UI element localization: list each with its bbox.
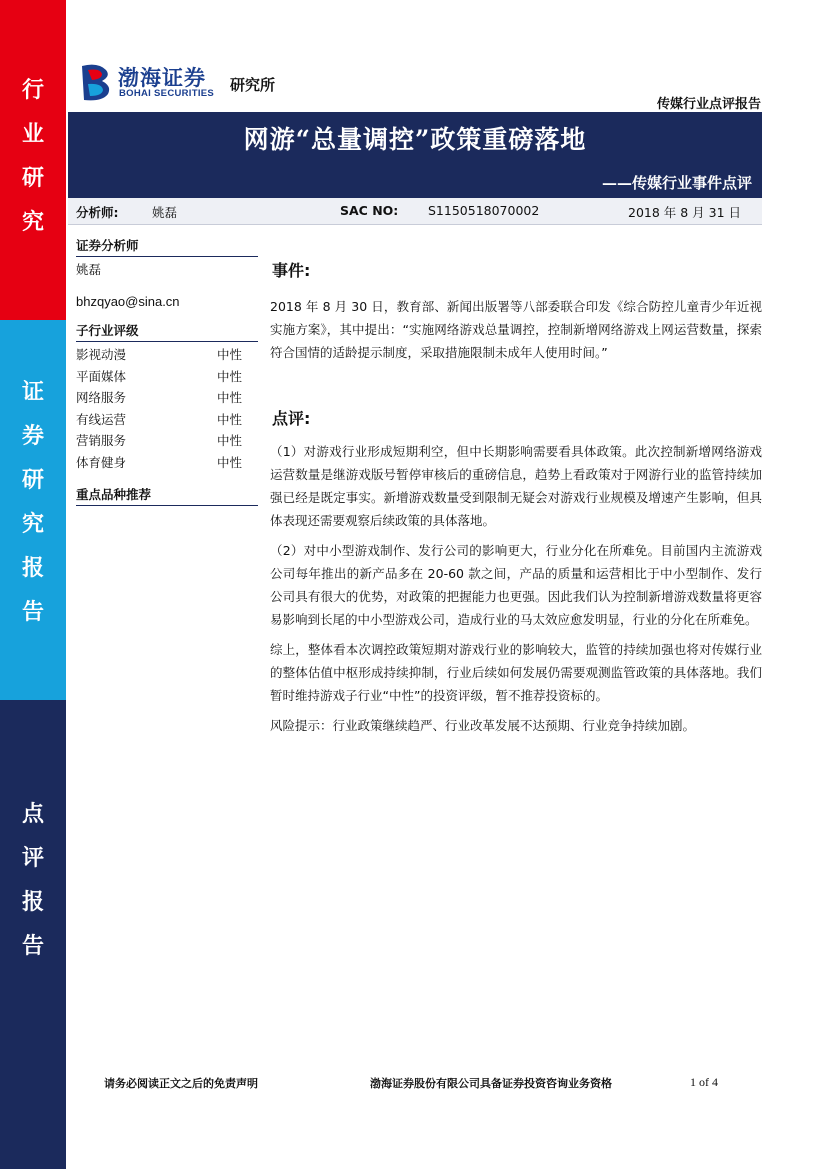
- picks-section-head: 重点品种推荐: [76, 485, 258, 506]
- rating-row: [76, 344, 258, 366]
- analyst-section-head: 证券分析师: [76, 236, 258, 257]
- sidebar-red-text: [0, 68, 66, 244]
- comment-body: [270, 440, 762, 737]
- risk-warning: 风险提示：行业政策继续趋严、行业改革发展不达预期、行业竞争持续加剧。: [270, 718, 696, 733]
- event-heading: 事件:: [272, 261, 311, 280]
- comment-paragraph-1: （1）对游戏行业形成短期利空，但中长期影响需要看具体政策。此次控制新增网络游戏运营数量是继游戏版号暂停审核后的重磅信息，趋势上看政策对于网游行业的监管持续加强已经是既定事实。新增游戏数量受到限制无疑会对游戏行业规模及增速产生影响，但具体表现还需要观察后续政策的具体落地。: [270, 444, 762, 528]
- logo-en-text: BOHAI SECURITIES: [119, 88, 215, 99]
- rating-row: [76, 452, 258, 474]
- rating-value: 中性: [216, 454, 242, 470]
- sidebar-char: 券: [21, 423, 44, 449]
- rating-name: 平面媒体: [76, 368, 127, 384]
- sidebar-char: 告: [21, 933, 44, 959]
- report-date: 2018 年 8 月 31 日: [628, 205, 742, 220]
- rating-value: 中性: [216, 390, 242, 405]
- rating-name: 有线运营: [76, 411, 127, 427]
- bohai-logo-icon: [78, 62, 112, 102]
- sidebar-navy-block: [0, 700, 66, 1169]
- sac-label: SAC NO:: [340, 203, 399, 218]
- sidebar-blue-block: [0, 320, 66, 700]
- sidebar-char: 证: [21, 379, 44, 405]
- title-bar: [68, 114, 762, 198]
- sidebar-char: 业: [21, 121, 44, 147]
- info-bar: [68, 198, 762, 225]
- footer-qualification: 渤海证券股份有限公司具备证券投资咨询业务资格: [370, 1077, 612, 1090]
- rating-value: 中性: [216, 347, 242, 362]
- rating-name: 影视动漫: [76, 347, 127, 362]
- rating-section-head: 子行业评级: [76, 321, 258, 342]
- sac-number: S1150518070002: [428, 203, 540, 218]
- sidebar-char: 研: [21, 165, 44, 191]
- rating-value: 中性: [216, 433, 242, 448]
- rating-row: [76, 409, 258, 431]
- page-title: 网游“总量调控”政策重磅落地: [243, 125, 587, 154]
- sidebar-char: 究: [21, 511, 44, 537]
- analyst-name-left: 姚磊: [76, 262, 102, 277]
- rating-name: 网络服务: [76, 390, 127, 405]
- report-type: 传媒行业点评报告: [656, 97, 761, 112]
- rating-row: [76, 430, 258, 452]
- logo-institute-text: 研究所: [230, 76, 276, 94]
- rating-row: [76, 387, 258, 409]
- sidebar-char: 研: [21, 467, 44, 493]
- event-body: [270, 295, 762, 364]
- analyst-name: 姚磊: [152, 205, 178, 220]
- logo-cn-text: 渤海证券: [118, 65, 206, 90]
- rating-list: [76, 344, 258, 473]
- page-subtitle: ——传媒行业事件点评: [601, 174, 752, 192]
- sidebar-char: 点: [21, 801, 44, 827]
- event-text: 2018 年 8 月 30 日，教育部、新闻出版署等八部委联合印发《综合防控儿童青少年近视实施方案》，其中提出：“实施网络游戏总量调控，控制新增网络游戏上网运营数量，探索符合国情的适龄提示制度，采取措施限制未成年人使用时间。”: [270, 299, 762, 360]
- analyst-label: 分析师:: [76, 205, 119, 220]
- rating-name: 营销服务: [76, 433, 127, 448]
- rating-value: 中性: [216, 368, 242, 384]
- rating-value: 中性: [216, 411, 242, 427]
- page-number: 1 of 4: [690, 1075, 718, 1089]
- rating-name: 体育健身: [76, 454, 127, 470]
- comment-paragraph-2: （2）对中小型游戏制作、发行公司的影响更大，行业分化在所难免。目前国内主流游戏公司每年推出的新产品多在 20-60 款之间，产品的质量和运营相比于中小型制作、发行公司具有很大的优势，对政策的把握能力也更强。因此我们认为控制新增游戏数量将更容易影响到长尾的中小型游戏公司，造成行业的马太效应愈发明显，行业的分化在所难免。: [270, 543, 762, 627]
- sidebar-char: 评: [21, 845, 44, 871]
- sidebar-char: 行: [21, 77, 44, 103]
- sidebar-blue-text: [0, 370, 66, 634]
- sidebar-char: 告: [21, 599, 44, 625]
- comment-paragraph-3: 综上，整体看本次调控政策短期对游戏行业的影响较大，监管的持续加强也将对传媒行业的整体估值中枢形成持续抑制，行业后续如何发展仍需要观测监管政策的具体落地。我们暂时维持游戏子行业“中性”的投资评级，暂不推荐投资标的。: [270, 642, 762, 703]
- sidebar-red-block: [0, 0, 66, 320]
- sidebar-char: 报: [21, 555, 44, 581]
- comment-heading: 点评:: [272, 409, 311, 428]
- sidebar-char: 究: [21, 209, 44, 235]
- rating-row: [76, 366, 258, 388]
- left-column: [76, 236, 258, 506]
- sidebar-navy-text: [0, 792, 66, 968]
- sidebar-char: 报: [21, 889, 44, 915]
- footer-disclaimer: 请务必阅读正文之后的免责声明: [104, 1077, 258, 1090]
- analyst-email[interactable]: bhzqyao@sina.cn: [76, 294, 180, 309]
